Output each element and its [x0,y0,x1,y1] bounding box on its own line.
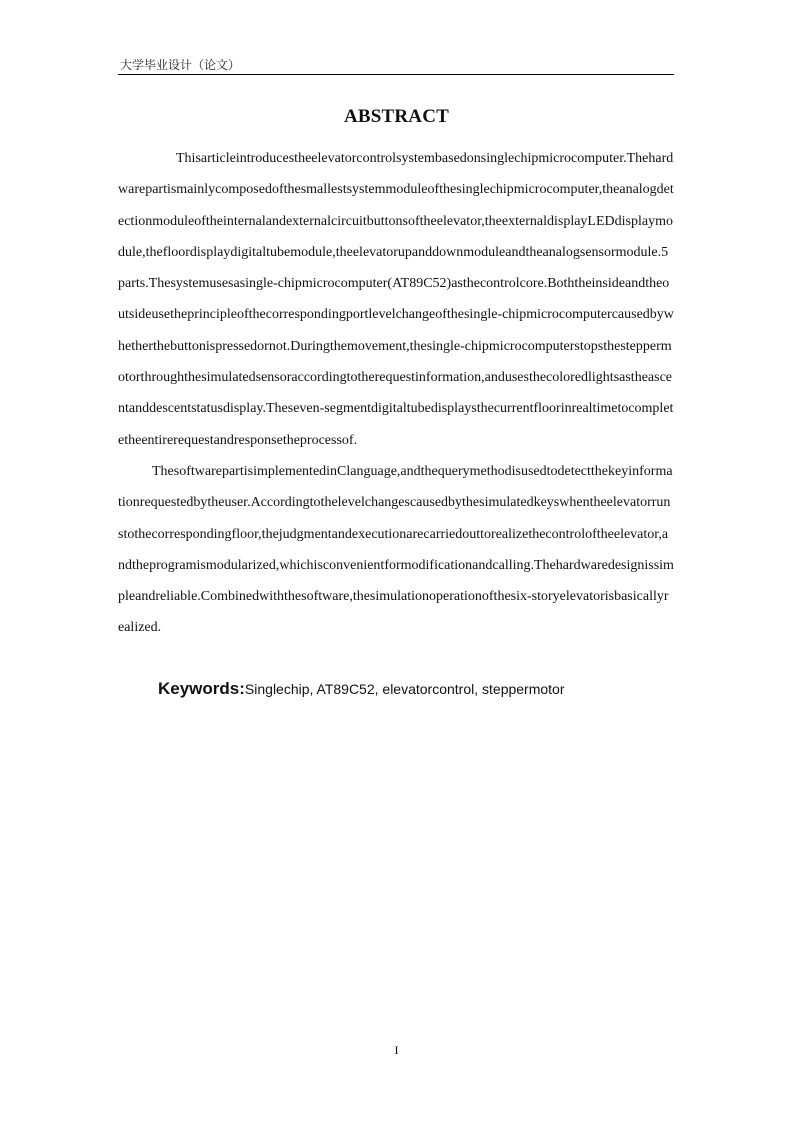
header-rule [118,74,674,75]
abstract-title: ABSTRACT [343,106,450,127]
abstract-body [118,143,674,644]
keywords-line [158,679,565,699]
header-text: 大学毕业设计（论文） [120,58,241,72]
keywords-value: Singlechip, AT89C52, elevatorcontrol, steppermotor [244,681,565,697]
page-number: I [394,1043,399,1057]
keywords-label: Keywords: [158,679,245,698]
abstract-paragraph-1: Thisarticleintroducestheelevatorcontrolsystembasedonsinglechipmicrocomputer.Thehardwarepartismainlycomposedofthesmallestsystemmoduleofthesinglechipmicrocomputer,theanalogdetectionmoduleoftheinternalandexternalcircuitbuttonsoftheelevator,theexternaldisplayLEDdisplaymodule,thefloordisplaydigitaltubemodule,theelevatorupanddownmoduleandtheanalogsensormodule.5parts.Thesystemusesasingle-chipmicrocomputer(AT89C52)asthecontrolcore.Boththeinsideandtheoutsideusetheprincipleofthecorrespondingportlevelchangeofthesingle-chipmicrocomputercausedbywhetherthebuttonispressedornot.Duringthemovement,thesingle-chipmicrocomputerstopsthesteppermotorthroughthesimulatedsensoraccordingtotherequestinformation,andusesthecoloredlightsastheascentanddescentstatusdisplay.Theseven-segmentdigitaltubedisplaysthecurrentfloorinrealtimetocompletetheentirerequestandresponsetheprocessof. [118,151,674,448]
abstract-paragraph-2: ThesoftwarepartisimplementedinClanguage,andthequerymethodisusedtodetectthekeyinformationrequestedbytheuser.Accordingtothelevelchangescausedbythesimulatedkeyswhentheelevatorrunstothecorrespondingfloor,thejudgmentandexecutionarecarriedouttorealizethecontroloftheelevator,andtheprogramismodularized,whichisconvenientformodificationandcalling.Thehardwaredesignissimpleandreliable.Combinedwiththesoftware,thesimulationoperationofthesix-storyelevatorisbasicallyrealized. [118,463,674,636]
